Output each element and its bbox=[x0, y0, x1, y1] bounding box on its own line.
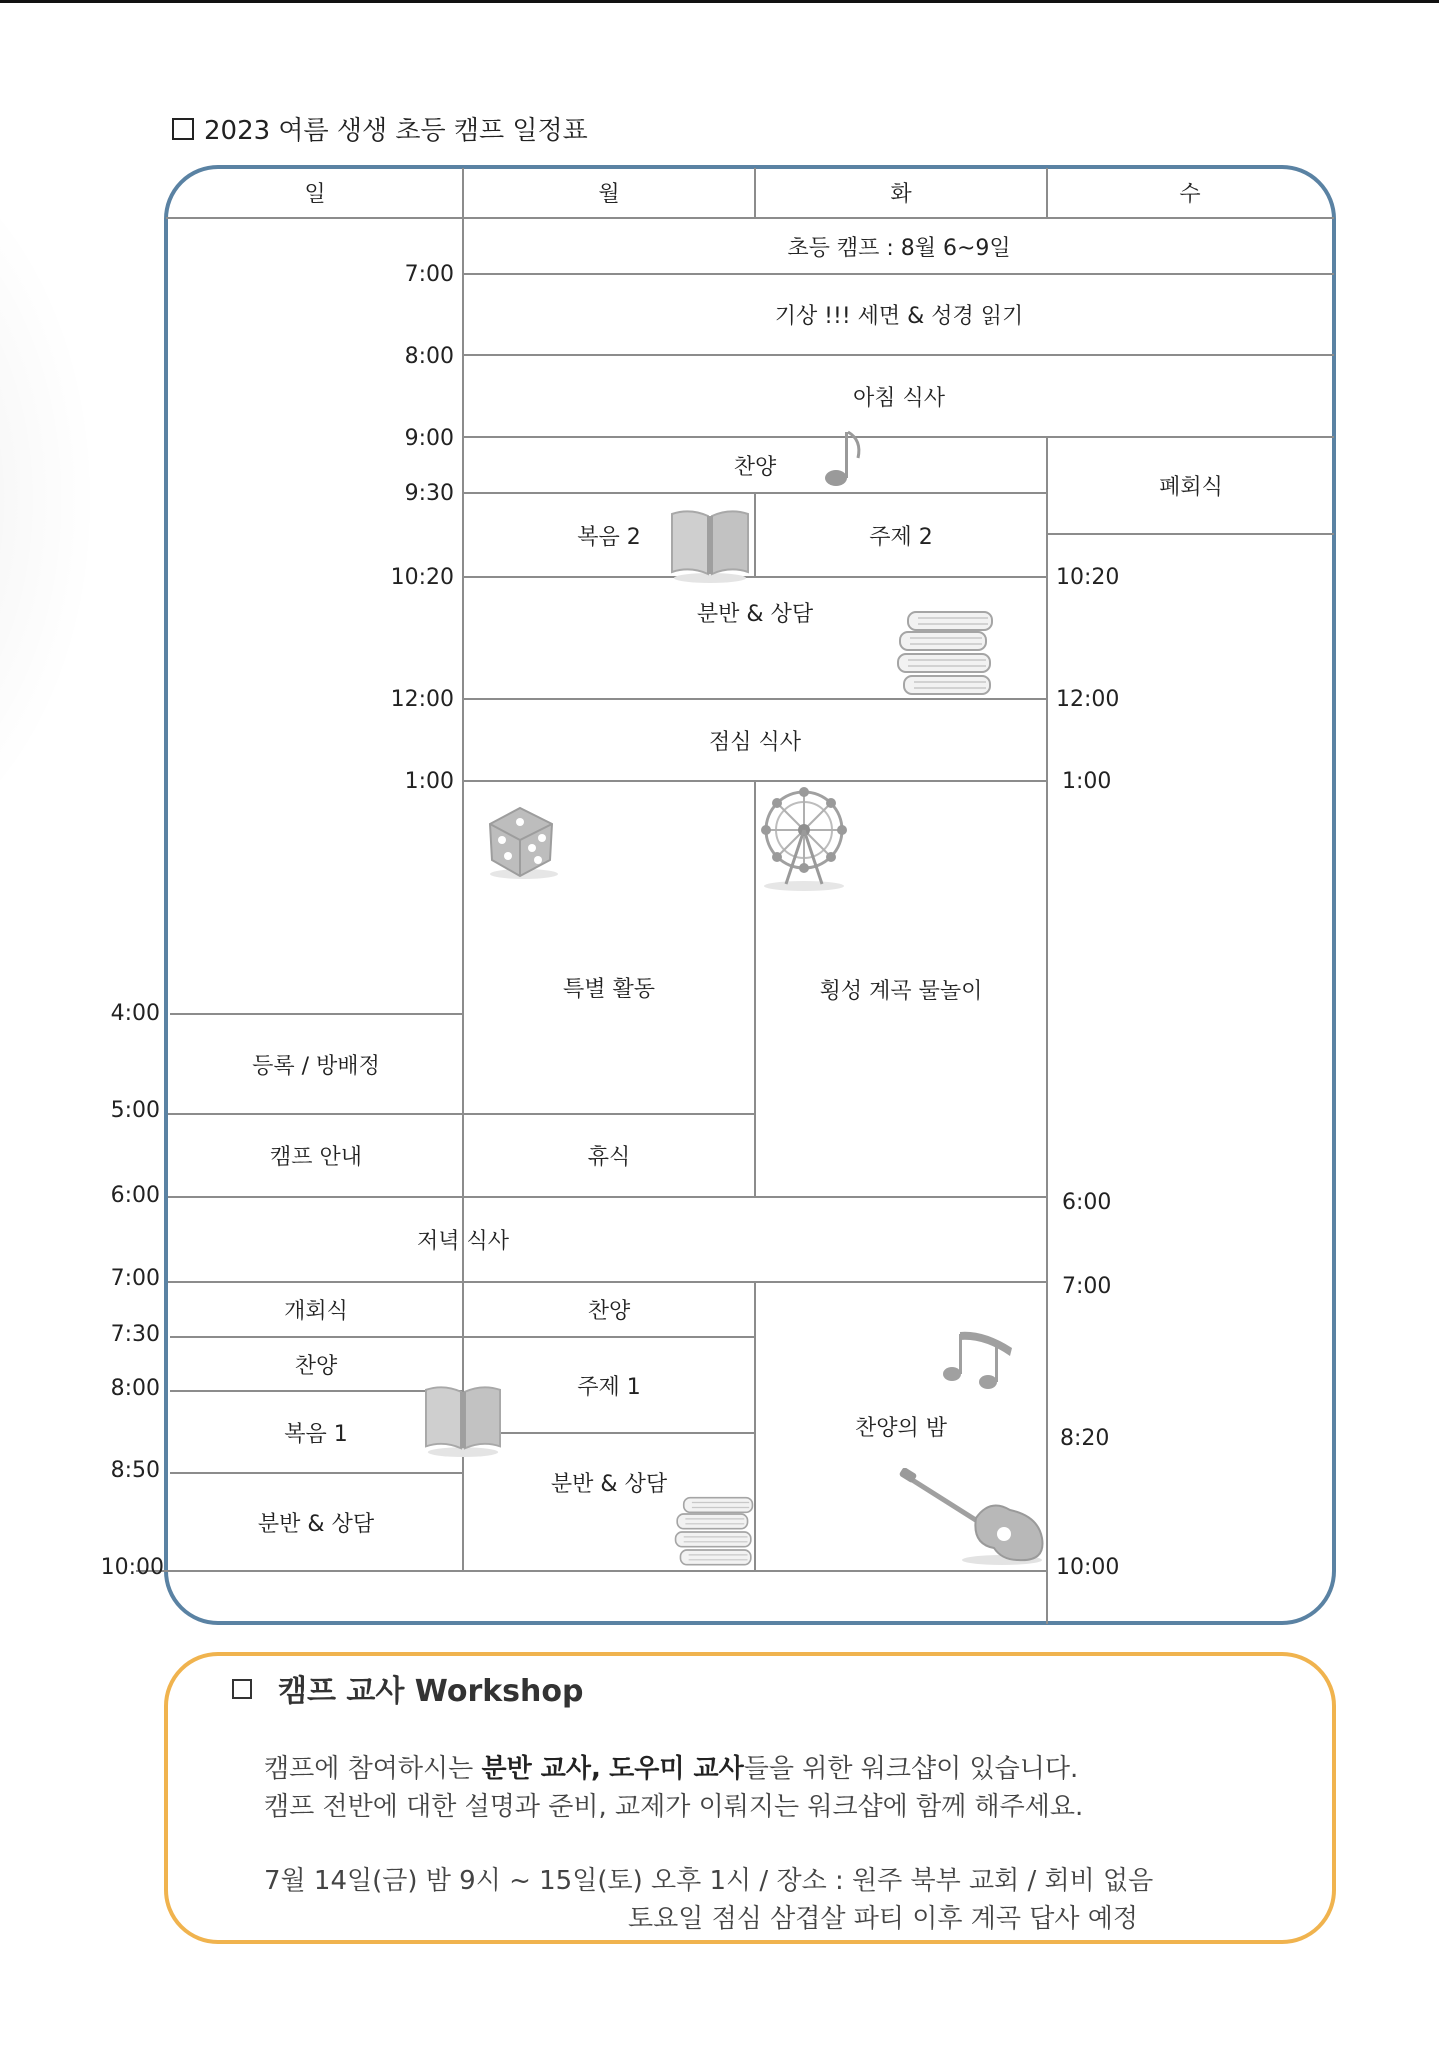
time-label: 9:00 bbox=[404, 426, 454, 451]
day-header-mon: 월 bbox=[598, 181, 620, 207]
page-title-text: 2023 여름 생생 초등 캠프 일정표 bbox=[204, 116, 588, 146]
event-theme-2: 주제 2 bbox=[869, 524, 933, 550]
event-gospel-1: 복음 1 bbox=[284, 1421, 348, 1447]
event-wake: 기상 !!! 세면 & 성경 읽기 bbox=[774, 304, 1024, 329]
event-opening: 개회식 bbox=[284, 1299, 348, 1324]
time-label: 7:00 bbox=[404, 262, 454, 287]
page-shadow bbox=[0, 120, 100, 880]
time-label: 8:50 bbox=[110, 1458, 160, 1483]
col-line-wed bbox=[1046, 438, 1048, 1624]
time-label: 8:00 bbox=[110, 1376, 160, 1401]
time-label: 6:00 bbox=[110, 1183, 160, 1208]
workshop-title-text: 캠프 교사 Workshop bbox=[278, 1674, 584, 1709]
event-valley-swim: 횡성 계곡 물놀이 bbox=[819, 978, 983, 1004]
event-gospel-2: 복음 2 bbox=[577, 524, 641, 550]
ferris-wheel-icon bbox=[754, 786, 854, 894]
time-label: 7:30 bbox=[110, 1322, 160, 1347]
workshop-line-2: 캠프 전반에 대한 설명과 준비, 교제가 이뤄지는 워크샵에 함께 해주세요. bbox=[264, 1792, 1084, 1822]
time-label: 7:00 bbox=[110, 1266, 160, 1291]
event-group-mon: 분반 & 상담 bbox=[550, 1471, 668, 1497]
time-label: 4:00 bbox=[110, 1001, 160, 1026]
event-dinner: 저녁 식사 bbox=[416, 1229, 509, 1254]
time-label: 10:20 bbox=[1056, 565, 1120, 590]
time-label: 8:00 bbox=[404, 344, 454, 369]
time-label: 12:00 bbox=[390, 687, 454, 712]
col-line bbox=[754, 168, 756, 218]
time-label: 1:00 bbox=[1062, 769, 1112, 794]
workshop-schedule-line: 7월 14일(금) 밤 9시 ~ 15일(토) 오후 1시 / 장소 : 원주 북부 교회 / 회비 없음 bbox=[264, 1866, 1154, 1896]
col-line bbox=[1046, 168, 1048, 218]
workshop-bold-group-teacher: 분반 교사, bbox=[481, 1754, 601, 1784]
event-group-sun: 분반 & 상담 bbox=[257, 1511, 375, 1537]
time-label: 10:20 bbox=[390, 565, 454, 590]
top-rule bbox=[0, 0, 1439, 3]
time-label: 9:30 bbox=[404, 481, 454, 506]
event-closing: 폐회식 bbox=[1159, 475, 1223, 500]
workshop-line-1 bbox=[264, 1748, 1078, 1785]
dice-icon bbox=[480, 800, 560, 880]
event-camp-intro: 캠프 안내 bbox=[269, 1145, 362, 1170]
time-label: 6:00 bbox=[1062, 1190, 1112, 1215]
event-theme-1: 주제 1 bbox=[577, 1374, 641, 1400]
row-line bbox=[136, 1570, 1046, 1572]
day-header-tue: 화 bbox=[890, 181, 912, 207]
event-lunch: 점심 식사 bbox=[708, 729, 801, 755]
time-label: 10:00 bbox=[1056, 1555, 1120, 1580]
event-rest: 휴식 bbox=[587, 1145, 631, 1170]
open-book-icon bbox=[422, 1382, 504, 1458]
event-group-morning: 분반 & 상담 bbox=[696, 601, 814, 627]
workshop-title bbox=[232, 1666, 584, 1710]
book-stack-icon bbox=[672, 1496, 756, 1568]
workshop-line-1-prefix: 캠프에 참여하시는 bbox=[264, 1754, 482, 1784]
camp-date-banner: 초등 캠프 : 8월 6~9일 bbox=[787, 236, 1011, 261]
workshop-line-1-space bbox=[601, 1754, 609, 1784]
event-praise-sun: 찬양 bbox=[294, 1353, 338, 1379]
time-label: 8:20 bbox=[1060, 1426, 1110, 1451]
guitar-icon bbox=[898, 1468, 1048, 1568]
row-line bbox=[1046, 533, 1334, 535]
time-label: 12:00 bbox=[1056, 687, 1120, 712]
day-header-sun: 일 bbox=[304, 181, 326, 207]
col-line bbox=[462, 168, 464, 218]
checkbox-square-icon bbox=[232, 1679, 252, 1699]
event-registration: 등록 / 방배정 bbox=[252, 1053, 380, 1079]
event-special-activity: 특별 활동 bbox=[562, 977, 655, 1002]
time-label: 5:00 bbox=[110, 1098, 160, 1123]
event-praise-mon: 찬양 bbox=[587, 1299, 631, 1324]
time-label: 1:00 bbox=[404, 769, 454, 794]
header-divider bbox=[166, 217, 1334, 219]
music-notes-icon bbox=[940, 1326, 1020, 1392]
page-title bbox=[172, 110, 588, 147]
event-praise-night: 찬양의 밤 bbox=[854, 1416, 947, 1441]
checkbox-square-icon bbox=[172, 118, 194, 140]
day-header-wed: 수 bbox=[1179, 181, 1201, 207]
workshop-note-line: 토요일 점심 삼겹살 파티 이후 계곡 답사 예정 bbox=[628, 1904, 1138, 1934]
workshop-bold-helper-teacher: 도우미 교사 bbox=[609, 1754, 744, 1784]
music-note-icon bbox=[818, 426, 874, 488]
open-book-icon bbox=[668, 506, 752, 584]
time-label: 7:00 bbox=[1062, 1274, 1112, 1299]
workshop-line-1-suffix: 들을 위한 워크샵이 있습니다. bbox=[743, 1754, 1079, 1784]
book-stack-icon bbox=[894, 610, 996, 698]
time-label: 10:00 bbox=[100, 1555, 164, 1580]
event-breakfast: 아침 식사 bbox=[852, 385, 945, 411]
event-praise-morning: 찬양 bbox=[733, 454, 777, 480]
